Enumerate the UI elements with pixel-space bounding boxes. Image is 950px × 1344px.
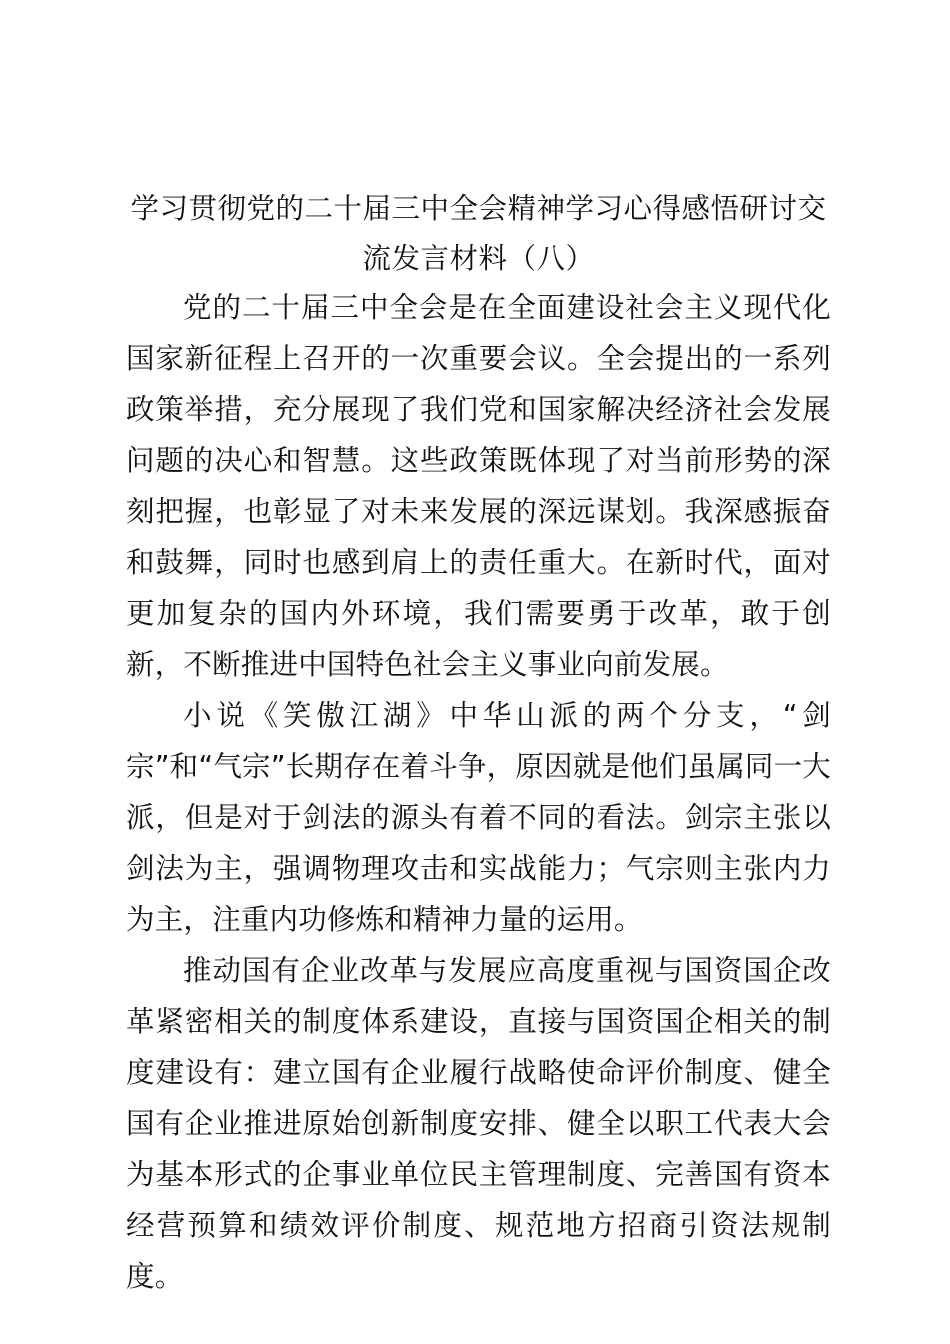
paragraph: 党的二十届三中全会是在全面建设社会主义现代化国家新征程上召开的一次重要会议。全会提出的一系列政策举措，充分展现了我们党和国家解决经济社会发展问题的决心和智慧。这些政策既体现了对当前形势的深刻把握，也彰显了对未来发展的深远谋划。我深感振奋和鼓舞，同时也感到肩上的责任重大。在新时代，面对更加复杂的国内外环境，我们需要勇于改革，敢于创新，不断推进中国特色社会主义事业向前发展。 [126, 291, 831, 681]
document-title: 学习贯彻党的二十届三中全会精神学习心得感悟研讨交流发言材料（八） [130, 192, 827, 275]
document-body [126, 282, 831, 1302]
paragraph: 推动国有企业改革与发展应高度重视与国资国企改革紧密相关的制度体系建设，直接与国资国企相关的制度建设有：建立国有企业履行战略使命评价制度、健全国有企业推进原始创新制度安排、健全以职工代表大会为基本形式的企事业单位民主管理制度、完善国有资本经营预算和绩效评价制度、规范地方招商引资法规制度。 [126, 954, 831, 1293]
paragraph: 小说《笑傲江湖》中华山派的两个分支，“剑宗”和“气宗”长期存在着斗争，原因就是他们虽属同一大派，但是对于剑法的源头有着不同的看法。剑宗主张以剑法为主，强调物理攻击和实战能力；气宗则主张内力为主，注重内功修炼和精神力量的运用。 [126, 699, 831, 936]
